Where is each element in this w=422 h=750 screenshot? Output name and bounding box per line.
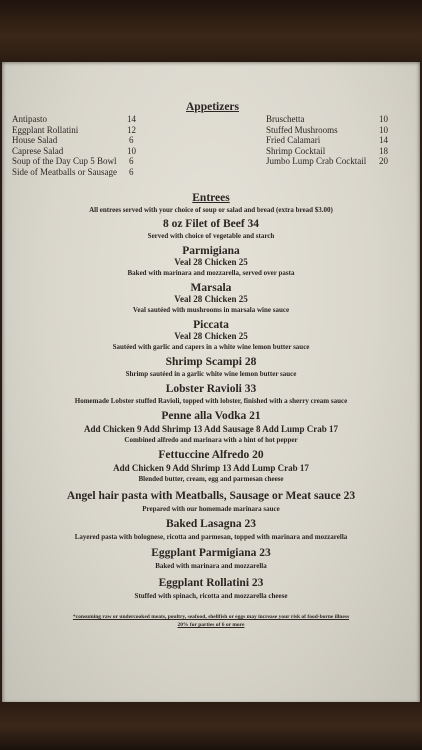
entree-title: Baked Lasagna 23 <box>165 518 257 530</box>
entree-options: Add Chicken 9 Add Shrimp 13 Add Sausage 8 Add Lump Crab 17 <box>83 424 339 434</box>
appetizer-name: Stuffed Mushrooms <box>266 124 338 135</box>
entree-description: Veal sautéed with mushrooms in marsala wine sauce <box>132 306 290 314</box>
appetizer-price: 6 <box>129 135 134 146</box>
appetizer-name: Shrimp Cocktail <box>266 145 326 156</box>
entree-description: Layered pasta with bolognese, ricotta and parmesan, topped with marinara and mozzarella <box>74 533 348 541</box>
appetizer-name: Bruschetta <box>266 114 305 124</box>
entree-description: Served with choice of vegetable and starch <box>147 232 275 240</box>
table-surface-bottom <box>0 702 422 750</box>
entrees-intro: All entrees served with your choice of soup or salad and bread (extra bread $3.00) <box>89 206 333 214</box>
entree-title: Parmigiana <box>182 245 240 257</box>
entree-options: Veal 28 Chicken 25 <box>174 294 248 304</box>
entree-title: Piccata <box>193 319 229 331</box>
entree-description: Sautéed with garlic and capers in a white wine lemon butter sauce <box>112 343 310 351</box>
appetizer-price: 18 <box>379 145 388 156</box>
entree-title: 8 oz Filet of Beef 34 <box>162 218 260 230</box>
entree-description: Blended butter, cream, egg and parmesan cheese <box>138 475 284 483</box>
entree-description: Baked with marinara and mozzarella, served over pasta <box>127 269 295 277</box>
entree-description: Prepared with our homemade marinara sauce <box>142 505 280 513</box>
entree-title: Eggplant Parmigiana 23 <box>151 547 271 559</box>
appetizers-heading: Appetizers <box>186 101 240 113</box>
entree-options: Veal 28 Chicken 25 <box>174 257 248 267</box>
appetizer-price: 10 <box>379 114 388 124</box>
entree-title: Eggplant Rollatini 23 <box>158 577 264 589</box>
entree-description: Shrimp sautéed in a garlic white wine lemon butter sauce <box>125 370 297 378</box>
entree-options: Add Chicken 9 Add Shrimp 13 Add Lump Crab 17 <box>113 463 309 473</box>
appetizer-name: House Salad <box>12 135 58 146</box>
appetizer-name: Antipasto <box>12 114 47 124</box>
appetizer-name: Fried Calamari <box>266 135 321 146</box>
entree-options: Veal 28 Chicken 25 <box>174 331 248 341</box>
entree-description: Combined alfredo and marinara with a hint of hot pepper <box>124 436 298 444</box>
table-surface-top <box>0 0 422 60</box>
appetizer-price: 10 <box>127 145 136 156</box>
entree-title: Fettuccine Alfredo 20 <box>158 449 264 461</box>
appetizer-name: Jumbo Lump Crab Cocktail <box>266 156 367 167</box>
entree-title: Penne alla Vodka 21 <box>161 410 261 422</box>
appetizer-price: 14 <box>127 114 136 124</box>
appetizer-price: 12 <box>127 124 136 135</box>
appetizer-name: Caprese Salad <box>12 145 64 156</box>
appetizer-price: 20 <box>379 156 388 167</box>
entree-description: Stuffed with spinach, ricotta and mozzarella cheese <box>134 592 288 600</box>
appetizer-price: 6 <box>129 156 134 167</box>
appetizer-name: Soup of the Day Cup 5 Bowl <box>12 156 117 167</box>
appetizer-name: Side of Meatballs or Sausage <box>12 167 117 177</box>
entree-title: Marsala <box>190 282 232 294</box>
entrees-heading: Entrees <box>192 192 230 204</box>
appetizer-price: 14 <box>379 135 388 146</box>
food-safety-warning: *consuming raw or undercooked meats, poultry, seafood, shellfish or eggs may increase your risk of food-borne illness <box>72 614 350 620</box>
entree-description: Baked with marinara and mozzarella <box>155 562 267 570</box>
entree-title: Shrimp Scampi 28 <box>165 356 257 368</box>
gratuity-note: 20% for parties of 6 or more <box>177 622 245 628</box>
entree-description: Homemade Lobster stuffed Ravioli, topped with lobster, finished with a sherry cream sauce <box>74 397 348 405</box>
entree-title: Lobster Ravioli 33 <box>165 383 257 395</box>
entree-title: Angel hair pasta with Meatballs, Sausage or Meat sauce 23 <box>66 490 356 502</box>
appetizer-price: 10 <box>379 124 388 135</box>
appetizer-price: 6 <box>129 167 134 177</box>
appetizer-name: Eggplant Rollatini <box>12 124 79 135</box>
